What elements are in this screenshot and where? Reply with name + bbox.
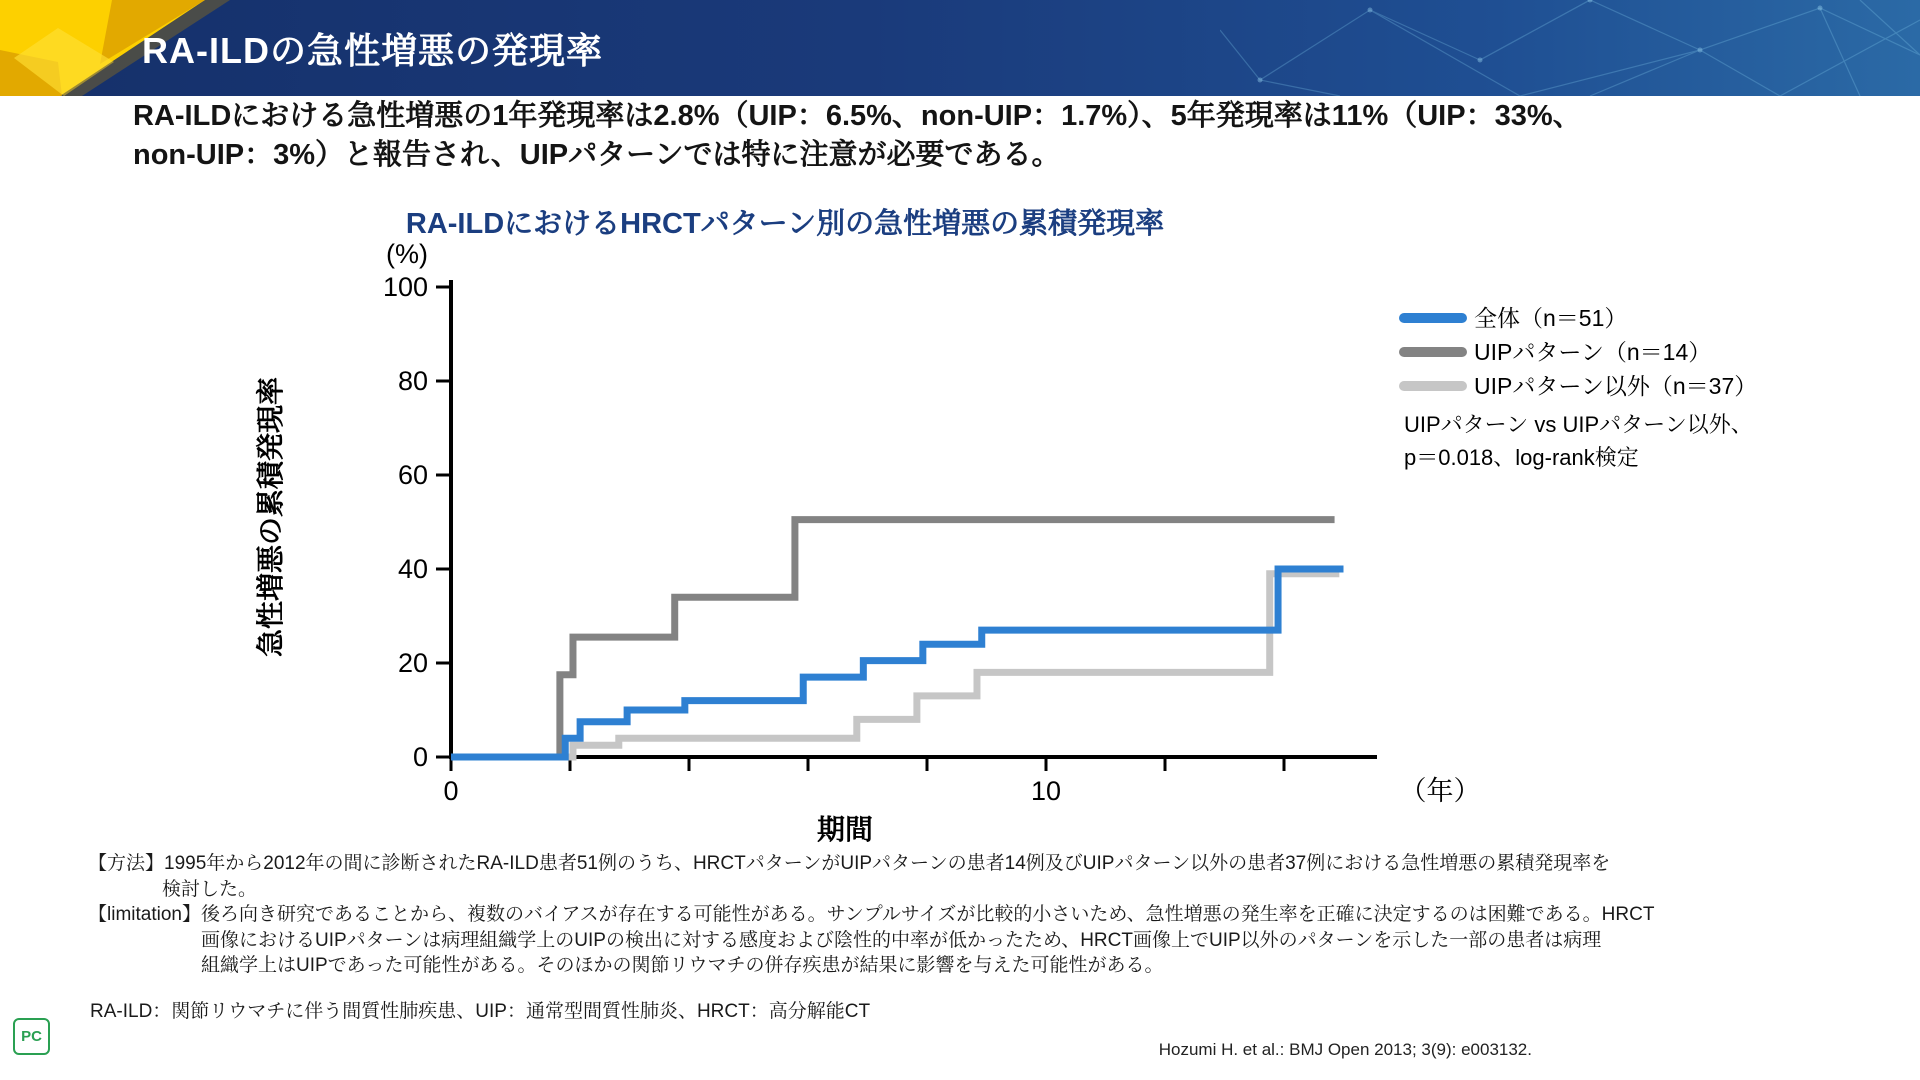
- header-bar: [0, 0, 1920, 96]
- legend-label-2: UIPパターン以外（n＝37）: [1474, 373, 1758, 399]
- footnote-method-line-1: 【方法】1995年から2012年の間に診断されたRA-ILD患者51例のうち、HRCTパターンがUIPパターンの患者14例及びUIPパターン以外の患者37例における急性増悪の累積発現率を: [88, 853, 1611, 874]
- y-tick-label: 100: [382, 272, 428, 302]
- footnote-limitation-line-2: 画像におけるUIPパターンは病理組織学上のUIPの検出に対する感度および陰性的中率が低かったため、HRCT画像上でUIP以外のパターンを示した一部の患者は病理: [201, 929, 1602, 951]
- y-tick-label: 40: [397, 554, 428, 584]
- chart-title: RA-ILDにおけるHRCTパターン別の急性増悪の累積発現率: [405, 208, 1165, 240]
- y-axis-unit-label: (%): [386, 239, 428, 269]
- lead-text: [133, 97, 1582, 175]
- y-tick-label: 0: [412, 742, 428, 772]
- km-cumulative-incidence-chart: [250, 195, 1920, 855]
- x-tick-label: 10: [1030, 776, 1062, 806]
- x-axis-label: 期間: [816, 814, 874, 845]
- lead-line-1: RA-ILDにおける急性増悪の1年発現率は2.8%（UIP：6.5%、non-UIP：1.7%）、5年発現率は11%（UIP：33%、: [133, 100, 1582, 132]
- y-tick-label: 80: [397, 366, 428, 396]
- abbreviations: RA-ILD：関節リウマチに伴う間質性肺疾患、UIP：通常型間質性肺炎、HRCT：高分解能CT: [90, 1001, 871, 1022]
- pc-logo: [13, 1018, 50, 1055]
- x-tick-label: 0: [443, 776, 459, 806]
- series-curve-0: [451, 569, 1344, 757]
- y-tick-label: 20: [397, 648, 428, 678]
- series-curve-2: [451, 574, 1339, 757]
- footnotes: [88, 851, 1655, 979]
- citation: Hozumi H. et al.: BMJ Open 2013; 3(9): e003132.: [1158, 1040, 1532, 1059]
- footnote-limitation-line-1: 【limitation】後ろ向き研究であることから、複数のバイアスが存在する可能性がある。サンプルサイズが比較的小さいため、急性増悪の発生率を正確に決定するのは困難である。HRCT: [88, 904, 1655, 925]
- header-mesh-decoration: [1220, 0, 1920, 96]
- footnote-method-line-2: 検討した。: [162, 878, 258, 900]
- stat-note-line-1: UIPパターン vs UIPパターン以外、: [1404, 412, 1753, 437]
- stat-note-line-2: p＝0.018、log-rank検定: [1404, 445, 1639, 470]
- page-title: RA-ILDの急性増悪の発現率: [142, 30, 603, 71]
- y-tick-label: 60: [397, 460, 428, 490]
- y-axis-label: 急性増悪の累積発現率: [255, 376, 286, 658]
- pc-logo-text: PC: [21, 1028, 42, 1045]
- footnote-limitation-line-3: 組織学上はUIPであった可能性がある。そのほかの関節リウマチの併存疾患が結果に影響を与えた可能性がある。: [201, 955, 1164, 976]
- x-axis-unit-label: （年）: [1399, 776, 1481, 806]
- lead-line-2: non-UIP：3%）と報告され、UIPパターンでは特に注意が必要である。: [133, 139, 1061, 171]
- legend-label-0: 全体（n＝51）: [1474, 305, 1628, 331]
- legend-label-1: UIPパターン（n＝14）: [1474, 339, 1712, 365]
